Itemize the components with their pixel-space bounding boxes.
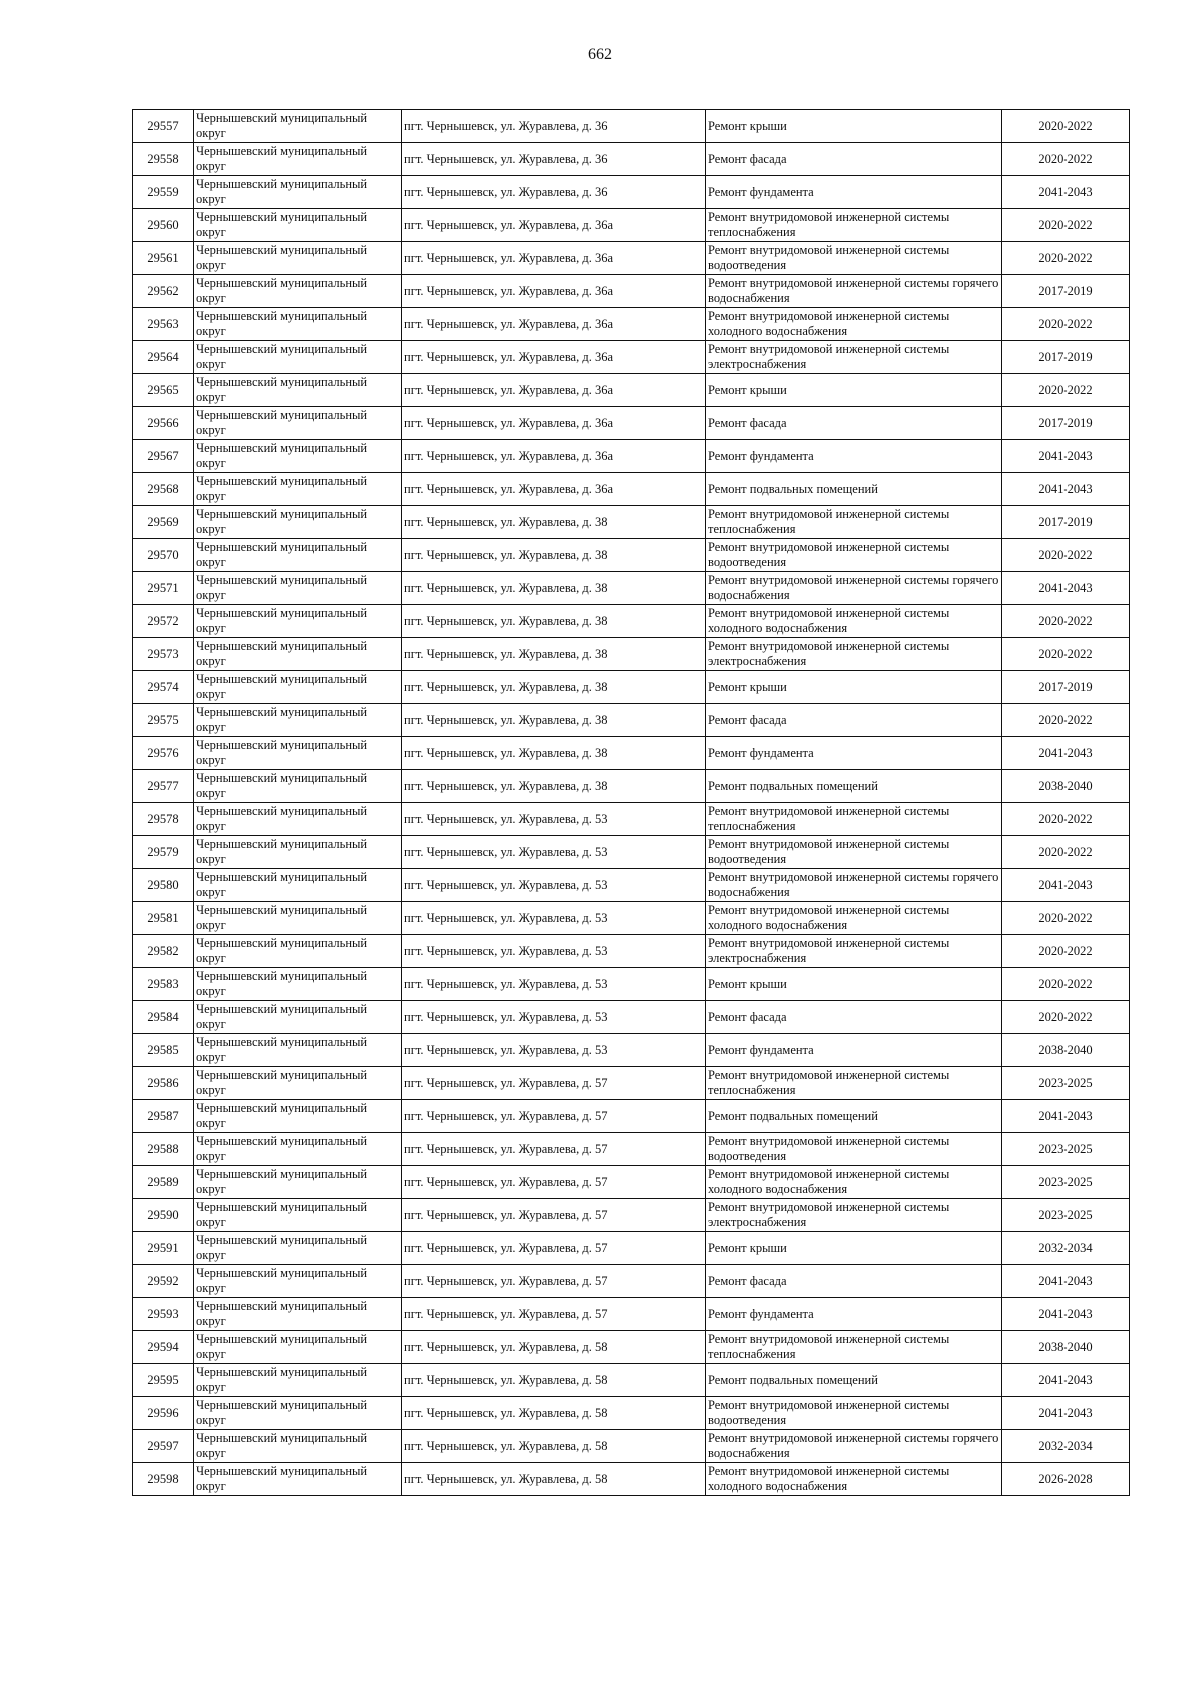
period-cell: 2020-2022 [1002,209,1130,242]
period-cell: 2023-2025 [1002,1166,1130,1199]
row-number-cell: 29594 [133,1331,194,1364]
municipality-cell: Чернышевский муниципальный округ [194,275,402,308]
table-row [133,143,1130,176]
period-cell: 2020-2022 [1002,1001,1130,1034]
address-cell: пгт. Чернышевск, ул. Журавлева, д. 38 [402,704,706,737]
repair-work-cell: Ремонт подвальных помещений [706,1364,1002,1397]
address-cell: пгт. Чернышевск, ул. Журавлева, д. 53 [402,803,706,836]
municipality-cell: Чернышевский муниципальный округ [194,506,402,539]
row-number-cell: 29561 [133,242,194,275]
repair-work-cell: Ремонт фасада [706,407,1002,440]
period-cell: 2020-2022 [1002,836,1130,869]
period-cell: 2023-2025 [1002,1067,1130,1100]
row-number-cell: 29578 [133,803,194,836]
address-cell: пгт. Чернышевск, ул. Журавлева, д. 53 [402,968,706,1001]
row-number-cell: 29590 [133,1199,194,1232]
period-cell: 2041-2043 [1002,440,1130,473]
repair-work-cell: Ремонт внутридомовой инженерной системы теплоснабжения [706,1331,1002,1364]
period-cell: 2020-2022 [1002,902,1130,935]
address-cell: пгт. Чернышевск, ул. Журавлева, д. 53 [402,1034,706,1067]
municipality-cell: Чернышевский муниципальный округ [194,407,402,440]
repair-work-cell: Ремонт внутридомовой инженерной системы теплоснабжения [706,803,1002,836]
table-row [133,1232,1130,1265]
address-cell: пгт. Чернышевск, ул. Журавлева, д. 53 [402,902,706,935]
period-cell: 2041-2043 [1002,572,1130,605]
table-row [133,1364,1130,1397]
municipality-cell: Чернышевский муниципальный округ [194,176,402,209]
row-number-cell: 29568 [133,473,194,506]
period-cell: 2020-2022 [1002,242,1130,275]
municipality-cell: Чернышевский муниципальный округ [194,803,402,836]
address-cell: пгт. Чернышевск, ул. Журавлева, д. 36а [402,473,706,506]
table-row [133,704,1130,737]
row-number-cell: 29558 [133,143,194,176]
row-number-cell: 29596 [133,1397,194,1430]
period-cell: 2020-2022 [1002,638,1130,671]
municipality-cell: Чернышевский муниципальный округ [194,1133,402,1166]
municipality-cell: Чернышевский муниципальный округ [194,374,402,407]
municipality-cell: Чернышевский муниципальный округ [194,308,402,341]
address-cell: пгт. Чернышевск, ул. Журавлева, д. 36а [402,275,706,308]
address-cell: пгт. Чернышевск, ул. Журавлева, д. 38 [402,638,706,671]
municipality-cell: Чернышевский муниципальный округ [194,638,402,671]
table-row [133,1067,1130,1100]
row-number-cell: 29579 [133,836,194,869]
municipality-cell: Чернышевский муниципальный округ [194,572,402,605]
municipality-cell: Чернышевский муниципальный округ [194,110,402,143]
row-number-cell: 29559 [133,176,194,209]
row-number-cell: 29575 [133,704,194,737]
row-number-cell: 29589 [133,1166,194,1199]
municipality-cell: Чернышевский муниципальный округ [194,1364,402,1397]
period-cell: 2041-2043 [1002,1364,1130,1397]
table-row [133,1001,1130,1034]
table-body [133,110,1130,1496]
address-cell: пгт. Чернышевск, ул. Журавлева, д. 38 [402,506,706,539]
municipality-cell: Чернышевский муниципальный округ [194,737,402,770]
row-number-cell: 29586 [133,1067,194,1100]
table-row [133,1100,1130,1133]
row-number-cell: 29570 [133,539,194,572]
period-cell: 2020-2022 [1002,968,1130,1001]
table-row [133,176,1130,209]
table-row [133,968,1130,1001]
municipality-cell: Чернышевский муниципальный округ [194,1298,402,1331]
repair-work-cell: Ремонт крыши [706,374,1002,407]
row-number-cell: 29571 [133,572,194,605]
period-cell: 2017-2019 [1002,407,1130,440]
address-cell: пгт. Чернышевск, ул. Журавлева, д. 57 [402,1166,706,1199]
repair-work-cell: Ремонт внутридомовой инженерной системы водоотведения [706,836,1002,869]
row-number-cell: 29597 [133,1430,194,1463]
address-cell: пгт. Чернышевск, ул. Журавлева, д. 57 [402,1100,706,1133]
table-row [133,1166,1130,1199]
repair-work-cell: Ремонт фундамента [706,176,1002,209]
repair-work-cell: Ремонт внутридомовой инженерной системы водоотведения [706,539,1002,572]
table-row [133,1430,1130,1463]
row-number-cell: 29593 [133,1298,194,1331]
page-number: 662 [588,46,612,63]
repair-work-cell: Ремонт подвальных помещений [706,770,1002,803]
address-cell: пгт. Чернышевск, ул. Журавлева, д. 58 [402,1463,706,1496]
repair-work-cell: Ремонт внутридомовой инженерной системы теплоснабжения [706,506,1002,539]
table-row [133,1463,1130,1496]
address-cell: пгт. Чернышевск, ул. Журавлева, д. 58 [402,1364,706,1397]
repair-work-cell: Ремонт крыши [706,110,1002,143]
table-row [133,341,1130,374]
address-cell: пгт. Чернышевск, ул. Журавлева, д. 58 [402,1331,706,1364]
row-number-cell: 29565 [133,374,194,407]
repair-work-cell: Ремонт внутридомовой инженерной системы горячего водоснабжения [706,1430,1002,1463]
municipality-cell: Чернышевский муниципальный округ [194,836,402,869]
municipality-cell: Чернышевский муниципальный округ [194,539,402,572]
row-number-cell: 29580 [133,869,194,902]
row-number-cell: 29573 [133,638,194,671]
period-cell: 2023-2025 [1002,1199,1130,1232]
table-row [133,638,1130,671]
municipality-cell: Чернышевский муниципальный округ [194,242,402,275]
repair-work-cell: Ремонт внутридомовой инженерной системы электроснабжения [706,341,1002,374]
table-row [133,110,1130,143]
period-cell: 2041-2043 [1002,1100,1130,1133]
municipality-cell: Чернышевский муниципальный округ [194,1265,402,1298]
row-number-cell: 29588 [133,1133,194,1166]
repair-work-cell: Ремонт фундамента [706,1034,1002,1067]
repair-work-cell: Ремонт внутридомовой инженерной системы горячего водоснабжения [706,572,1002,605]
table-row [133,572,1130,605]
period-cell: 2032-2034 [1002,1430,1130,1463]
table-row [133,770,1130,803]
repair-work-cell: Ремонт фасада [706,704,1002,737]
repair-work-cell: Ремонт внутридомовой инженерной системы электроснабжения [706,935,1002,968]
municipality-cell: Чернышевский муниципальный округ [194,605,402,638]
period-cell: 2041-2043 [1002,1265,1130,1298]
repair-work-cell: Ремонт внутридомовой инженерной системы водоотведения [706,1397,1002,1430]
row-number-cell: 29595 [133,1364,194,1397]
table-row [133,1265,1130,1298]
row-number-cell: 29562 [133,275,194,308]
table-row [133,242,1130,275]
period-cell: 2020-2022 [1002,539,1130,572]
table-row [133,308,1130,341]
address-cell: пгт. Чернышевск, ул. Журавлева, д. 53 [402,935,706,968]
repair-work-cell: Ремонт внутридомовой инженерной системы горячего водоснабжения [706,275,1002,308]
repair-work-cell: Ремонт фасада [706,143,1002,176]
municipality-cell: Чернышевский муниципальный округ [194,671,402,704]
period-cell: 2017-2019 [1002,671,1130,704]
address-cell: пгт. Чернышевск, ул. Журавлева, д. 38 [402,737,706,770]
repair-work-cell: Ремонт внутридомовой инженерной системы водоотведения [706,242,1002,275]
table-row [133,1397,1130,1430]
municipality-cell: Чернышевский муниципальный округ [194,1397,402,1430]
row-number-cell: 29563 [133,308,194,341]
period-cell: 2020-2022 [1002,803,1130,836]
period-cell: 2020-2022 [1002,374,1130,407]
table-row [133,803,1130,836]
table-row [133,440,1130,473]
table-row [133,473,1130,506]
municipality-cell: Чернышевский муниципальный округ [194,770,402,803]
municipality-cell: Чернышевский муниципальный округ [194,1430,402,1463]
period-cell: 2020-2022 [1002,605,1130,638]
municipality-cell: Чернышевский муниципальный округ [194,1232,402,1265]
period-cell: 2041-2043 [1002,737,1130,770]
row-number-cell: 29564 [133,341,194,374]
row-number-cell: 29582 [133,935,194,968]
row-number-cell: 29583 [133,968,194,1001]
address-cell: пгт. Чернышевск, ул. Журавлева, д. 36а [402,242,706,275]
table-row [133,374,1130,407]
address-cell: пгт. Чернышевск, ул. Журавлева, д. 57 [402,1298,706,1331]
period-cell: 2017-2019 [1002,341,1130,374]
repair-work-cell: Ремонт внутридомовой инженерной системы электроснабжения [706,1199,1002,1232]
address-cell: пгт. Чернышевск, ул. Журавлева, д. 57 [402,1133,706,1166]
repair-work-cell: Ремонт внутридомовой инженерной системы электроснабжения [706,638,1002,671]
table-row [133,902,1130,935]
municipality-cell: Чернышевский муниципальный округ [194,704,402,737]
municipality-cell: Чернышевский муниципальный округ [194,1199,402,1232]
municipality-cell: Чернышевский муниципальный округ [194,440,402,473]
repair-work-cell: Ремонт фасада [706,1001,1002,1034]
repair-work-cell: Ремонт внутридомовой инженерной системы холодного водоснабжения [706,1166,1002,1199]
address-cell: пгт. Чернышевск, ул. Журавлева, д. 58 [402,1397,706,1430]
municipality-cell: Чернышевский муниципальный округ [194,1100,402,1133]
table-row [133,605,1130,638]
table-row [133,539,1130,572]
municipality-cell: Чернышевский муниципальный округ [194,1034,402,1067]
period-cell: 2038-2040 [1002,1331,1130,1364]
address-cell: пгт. Чернышевск, ул. Журавлева, д. 53 [402,1001,706,1034]
repair-work-cell: Ремонт внутридомовой инженерной системы холодного водоснабжения [706,902,1002,935]
period-cell: 2041-2043 [1002,1298,1130,1331]
repair-work-cell: Ремонт фундамента [706,737,1002,770]
table-row [133,1034,1130,1067]
address-cell: пгт. Чернышевск, ул. Журавлева, д. 53 [402,836,706,869]
period-cell: 2017-2019 [1002,506,1130,539]
period-cell: 2041-2043 [1002,869,1130,902]
municipality-cell: Чернышевский муниципальный округ [194,1463,402,1496]
address-cell: пгт. Чернышевск, ул. Журавлева, д. 38 [402,539,706,572]
municipality-cell: Чернышевский муниципальный округ [194,1001,402,1034]
period-cell: 2041-2043 [1002,176,1130,209]
table-row [133,869,1130,902]
period-cell: 2020-2022 [1002,143,1130,176]
row-number-cell: 29581 [133,902,194,935]
municipality-cell: Чернышевский муниципальный округ [194,902,402,935]
period-cell: 2041-2043 [1002,473,1130,506]
address-cell: пгт. Чернышевск, ул. Журавлева, д. 38 [402,605,706,638]
row-number-cell: 29591 [133,1232,194,1265]
municipality-cell: Чернышевский муниципальный округ [194,143,402,176]
row-number-cell: 29566 [133,407,194,440]
row-number-cell: 29567 [133,440,194,473]
row-number-cell: 29584 [133,1001,194,1034]
address-cell: пгт. Чернышевск, ул. Журавлева, д. 57 [402,1232,706,1265]
row-number-cell: 29572 [133,605,194,638]
period-cell: 2041-2043 [1002,1397,1130,1430]
repair-work-cell: Ремонт фундамента [706,440,1002,473]
repair-work-cell: Ремонт внутридомовой инженерной системы теплоснабжения [706,1067,1002,1100]
period-cell: 2020-2022 [1002,704,1130,737]
address-cell: пгт. Чернышевск, ул. Журавлева, д. 36а [402,374,706,407]
period-cell: 2038-2040 [1002,770,1130,803]
repair-work-cell: Ремонт крыши [706,968,1002,1001]
period-cell: 2023-2025 [1002,1133,1130,1166]
address-cell: пгт. Чернышевск, ул. Журавлева, д. 38 [402,572,706,605]
municipality-cell: Чернышевский муниципальный округ [194,968,402,1001]
address-cell: пгт. Чернышевск, ул. Журавлева, д. 36 [402,110,706,143]
period-cell: 2032-2034 [1002,1232,1130,1265]
table-row [133,671,1130,704]
period-cell: 2026-2028 [1002,1463,1130,1496]
table-row [133,407,1130,440]
table-row [133,1331,1130,1364]
municipality-cell: Чернышевский муниципальный округ [194,341,402,374]
municipality-cell: Чернышевский муниципальный округ [194,869,402,902]
municipality-cell: Чернышевский муниципальный округ [194,1067,402,1100]
address-cell: пгт. Чернышевск, ул. Журавлева, д. 36а [402,341,706,374]
table-row [133,506,1130,539]
table-row [133,275,1130,308]
address-cell: пгт. Чернышевск, ул. Журавлева, д. 38 [402,770,706,803]
repair-work-cell: Ремонт подвальных помещений [706,1100,1002,1133]
table-row [133,836,1130,869]
municipality-cell: Чернышевский муниципальный округ [194,935,402,968]
table-row [133,209,1130,242]
municipality-cell: Чернышевский муниципальный округ [194,1166,402,1199]
repair-work-cell: Ремонт фундамента [706,1298,1002,1331]
repair-work-cell: Ремонт внутридомовой инженерной системы водоотведения [706,1133,1002,1166]
repair-work-cell: Ремонт подвальных помещений [706,473,1002,506]
period-cell: 2038-2040 [1002,1034,1130,1067]
row-number-cell: 29592 [133,1265,194,1298]
address-cell: пгт. Чернышевск, ул. Журавлева, д. 36а [402,440,706,473]
repair-work-cell: Ремонт внутридомовой инженерной системы холодного водоснабжения [706,1463,1002,1496]
address-cell: пгт. Чернышевск, ул. Журавлева, д. 36 [402,143,706,176]
repair-work-cell: Ремонт фасада [706,1265,1002,1298]
row-number-cell: 29557 [133,110,194,143]
repair-work-cell: Ремонт внутридомовой инженерной системы холодного водоснабжения [706,308,1002,341]
period-cell: 2017-2019 [1002,275,1130,308]
address-cell: пгт. Чернышевск, ул. Журавлева, д. 36 [402,176,706,209]
table-row [133,1199,1130,1232]
address-cell: пгт. Чернышевск, ул. Журавлева, д. 58 [402,1430,706,1463]
address-cell: пгт. Чернышевск, ул. Журавлева, д. 57 [402,1265,706,1298]
row-number-cell: 29598 [133,1463,194,1496]
municipality-cell: Чернышевский муниципальный округ [194,209,402,242]
row-number-cell: 29587 [133,1100,194,1133]
repair-work-cell: Ремонт крыши [706,671,1002,704]
address-cell: пгт. Чернышевск, ул. Журавлева, д. 53 [402,869,706,902]
address-cell: пгт. Чернышевск, ул. Журавлева, д. 38 [402,671,706,704]
period-cell: 2020-2022 [1002,110,1130,143]
address-cell: пгт. Чернышевск, ул. Журавлева, д. 36а [402,407,706,440]
address-cell: пгт. Чернышевск, ул. Журавлева, д. 36а [402,209,706,242]
address-cell: пгт. Чернышевск, ул. Журавлева, д. 36а [402,308,706,341]
municipality-cell: Чернышевский муниципальный округ [194,473,402,506]
row-number-cell: 29577 [133,770,194,803]
repair-schedule-table [132,109,1130,1496]
row-number-cell: 29585 [133,1034,194,1067]
address-cell: пгт. Чернышевск, ул. Журавлева, д. 57 [402,1199,706,1232]
period-cell: 2020-2022 [1002,308,1130,341]
period-cell: 2020-2022 [1002,935,1130,968]
table-row [133,1298,1130,1331]
repair-work-cell: Ремонт внутридомовой инженерной системы теплоснабжения [706,209,1002,242]
address-cell: пгт. Чернышевск, ул. Журавлева, д. 57 [402,1067,706,1100]
table-row [133,1133,1130,1166]
table-row [133,935,1130,968]
row-number-cell: 29569 [133,506,194,539]
repair-work-cell: Ремонт крыши [706,1232,1002,1265]
repair-work-cell: Ремонт внутридомовой инженерной системы холодного водоснабжения [706,605,1002,638]
table-row [133,737,1130,770]
municipality-cell: Чернышевский муниципальный округ [194,1331,402,1364]
row-number-cell: 29576 [133,737,194,770]
row-number-cell: 29560 [133,209,194,242]
row-number-cell: 29574 [133,671,194,704]
repair-work-cell: Ремонт внутридомовой инженерной системы горячего водоснабжения [706,869,1002,902]
